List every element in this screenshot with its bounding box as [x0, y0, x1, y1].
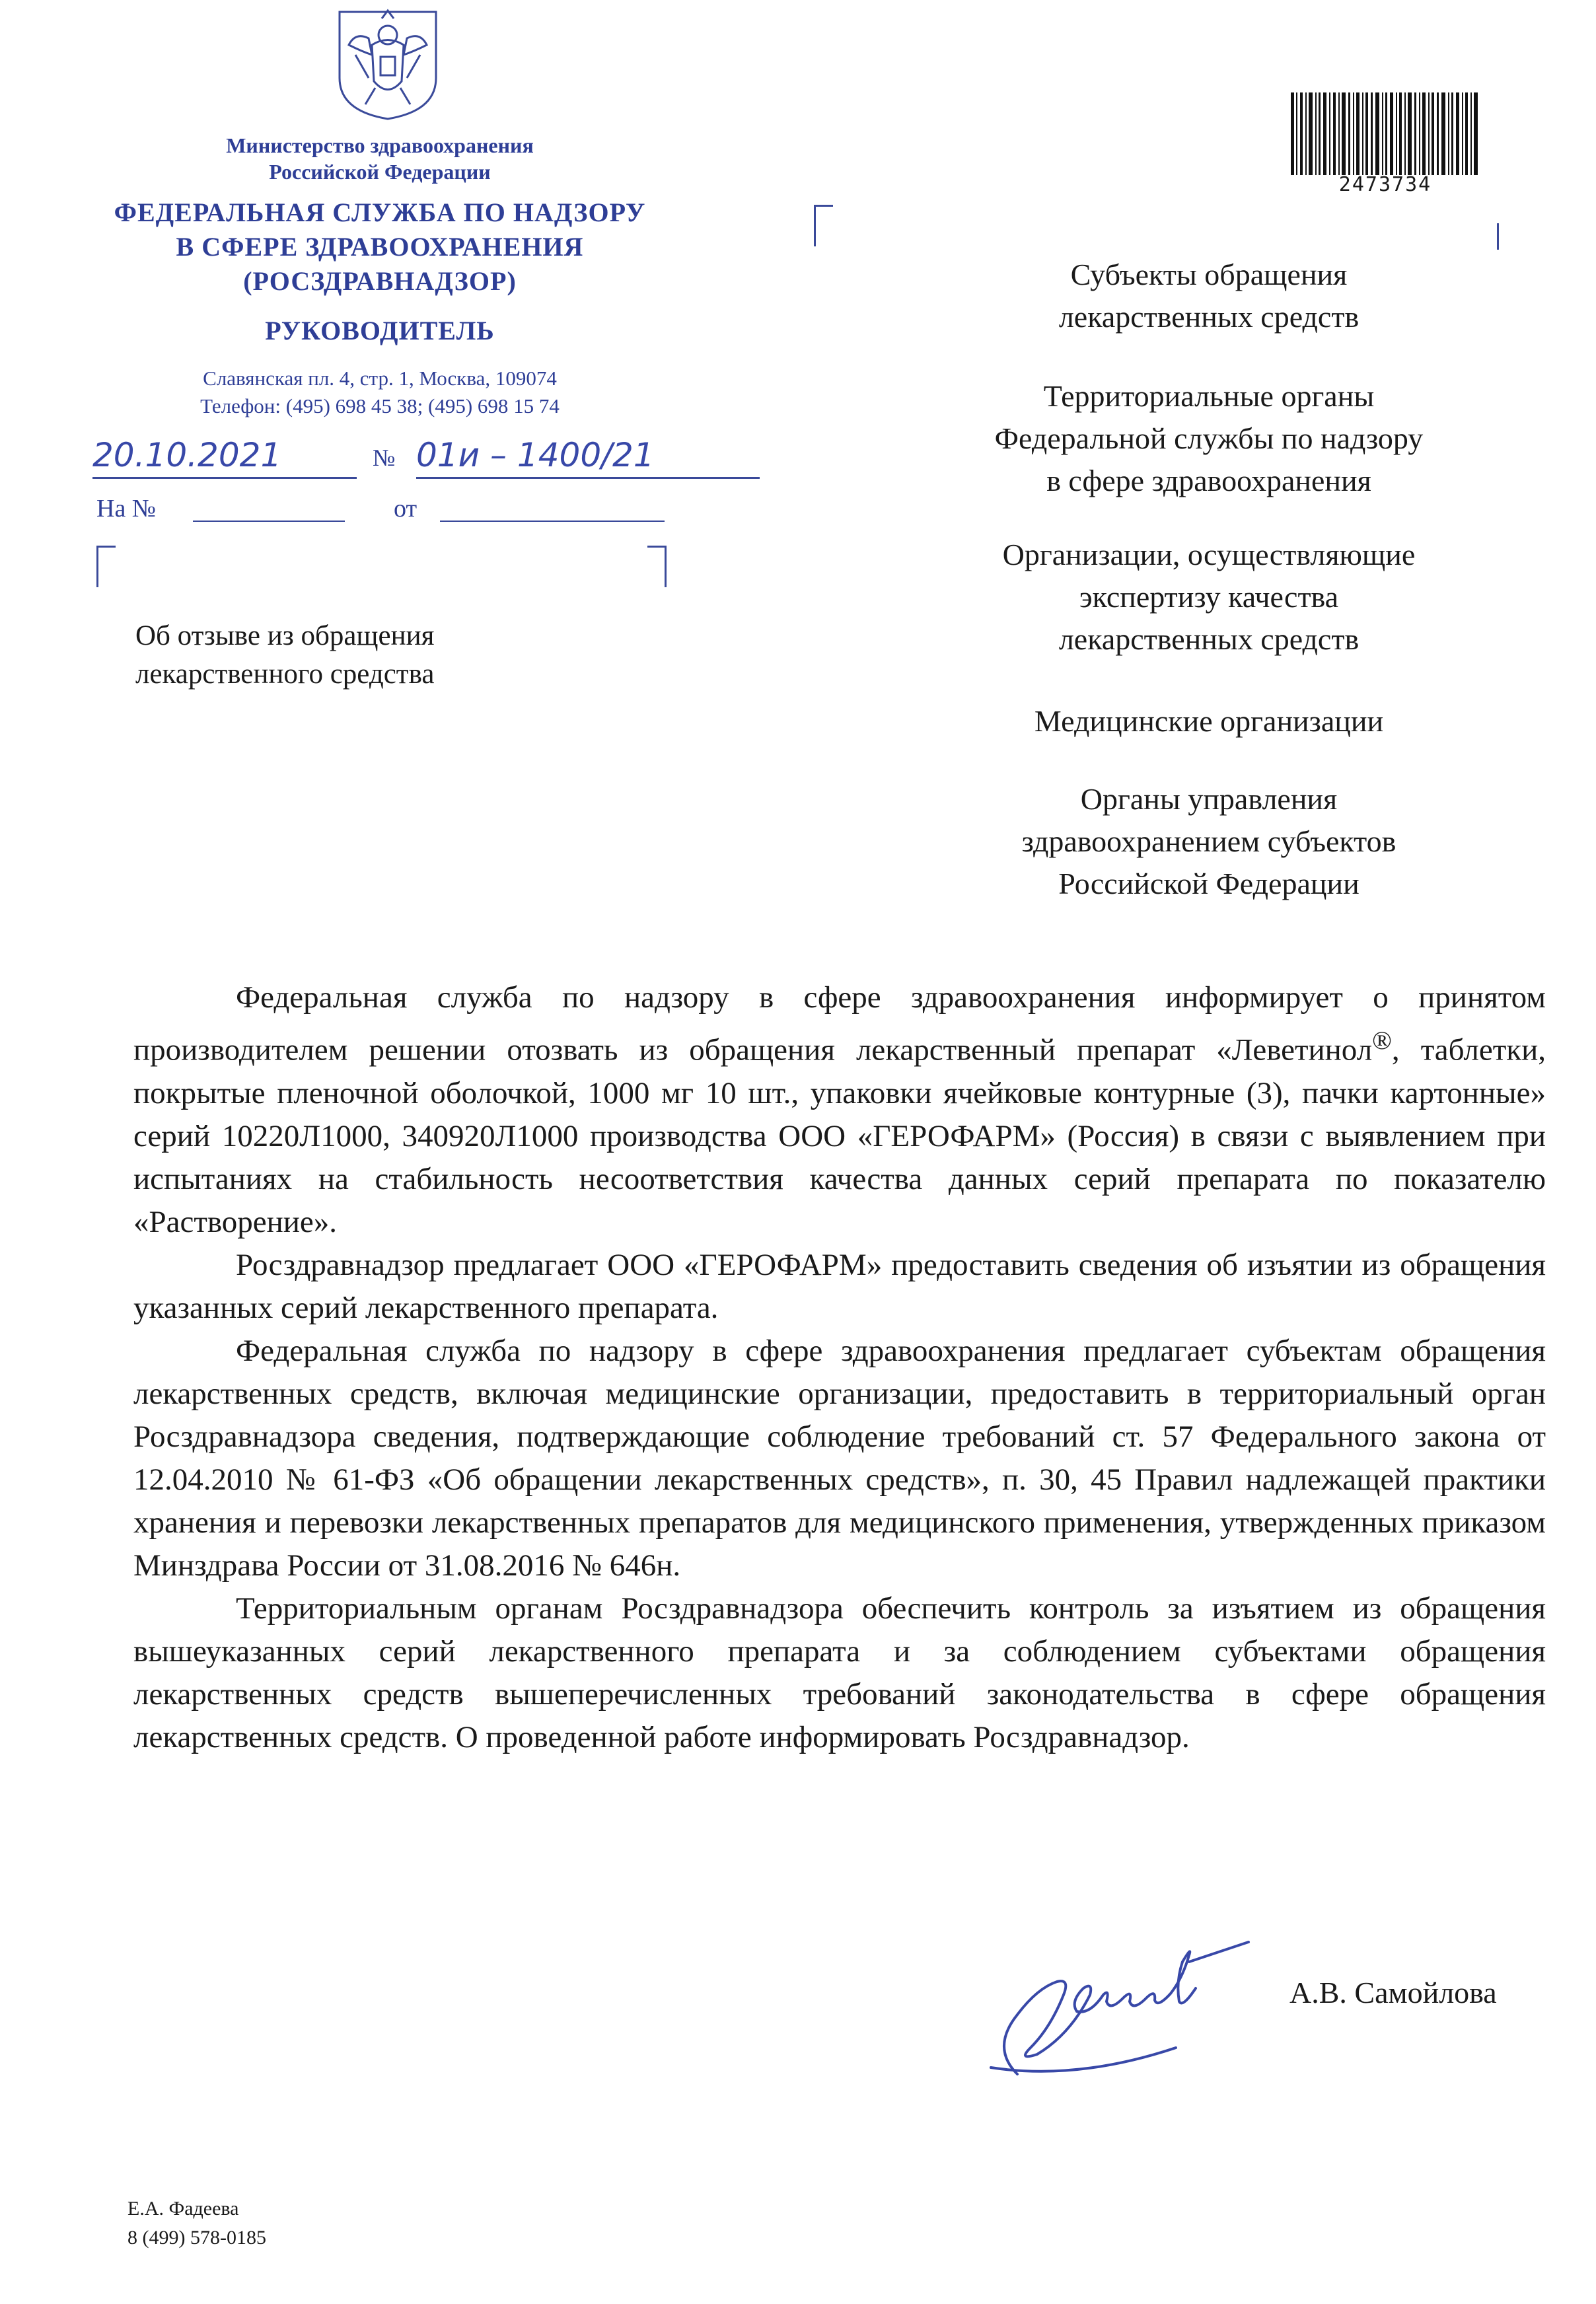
body-paragraph: Территориальным органам Росздравнадзора обеспечить контроль за изъятием из обращения вышеуказанных серий лекарственного препарата и за соблюдением субъектами обращения лекарственных средств вышеперечисленных требований законодательства в сфере обращения лекарственных средств. О проведенной работе информировать Росздравнадзор. — [133, 1591, 1546, 1754]
executor-phone: 8 (499) 578-0185 — [127, 2227, 266, 2249]
address: Славянская пл. 4, стр. 1, Москва, 109074 — [203, 367, 557, 390]
body-paragraph-1-end: , таблетки, покрытые пленочной оболочкой, 1000 мг 10 шт., упаковки ячейковые контурные (3), пачки картонные» серий 10220Л1000, 340920Л1000 производства ООО «ГЕРОФАРМ» (Россия) в связи с выявлением при испытаниях на стабильность несоответствия качества данных серий препарата по показателю «Растворение». — [133, 1032, 1546, 1239]
service-line-3: (РОСЗДРАВНАДЗОР) — [243, 266, 517, 296]
recipient-block — [879, 534, 1539, 661]
recipient-line: лекарственных средств — [1058, 622, 1360, 656]
letter-body — [133, 976, 1546, 1759]
service-line-1: ФЕДЕРАЛЬНАЯ СЛУЖБА ПО НАДЗОРУ — [114, 198, 646, 227]
recipient-block — [879, 778, 1539, 905]
subject-bracket-left — [96, 546, 116, 587]
subject-line-1: Об отзыве из обращения — [135, 620, 435, 651]
recipient-line: Медицинские организации — [1034, 704, 1384, 738]
handwritten-signature-icon — [978, 1916, 1282, 2101]
address-bracket-right — [1497, 223, 1499, 250]
executor-name: Е.А. Фадеева — [127, 2198, 239, 2219]
letterhead-address — [92, 365, 667, 420]
double-headed-eagle-emblem-icon — [336, 5, 440, 121]
recipient-line: экспертизу качества — [1079, 580, 1339, 614]
body-paragraph: Росздравнадзор предлагает ООО «ГЕРОФАРМ» предоставить сведения об изъятии из обращения указанных серий лекарственного препарата. — [133, 1247, 1546, 1325]
recipient-line: лекарственных средств — [1058, 300, 1360, 334]
body-paragraph: Федеральная служба по надзору в сфере здравоохранения предлагает субъектам обращения лекарственных средств, включая медицинские организации, предоставить в территориальный орган Росздравнадзора сведения, подтверждающие соблюдение требований ст. 57 Федерального закона от 12.04.2010 № 61-ФЗ «Об обращении лекарственных средств», п. 30, 45 Правил надлежащей практики хранения и перевозки лекарственных препаратов для медицинского применения, утвержденных приказом Минздрава России от 31.08.2016 № 646н. — [133, 1333, 1546, 1583]
registration-row — [92, 436, 780, 478]
subject-line-2: лекарственного средства — [135, 659, 435, 690]
incoming-reference-row — [96, 494, 671, 527]
executor-info — [127, 2194, 266, 2252]
ministry-name — [92, 132, 667, 185]
subject-bracket-right — [647, 546, 667, 587]
recipient-line: Территориальные органы — [1043, 379, 1375, 413]
incoming-date-line — [440, 521, 665, 522]
incoming-number-label: На № — [96, 495, 157, 522]
recipient-line: Организации, осуществляющие — [1002, 538, 1416, 571]
address-bracket-left — [814, 205, 833, 246]
service-name — [79, 196, 680, 299]
position-title: РУКОВОДИТЕЛЬ — [265, 316, 495, 345]
barcode-number: 2473734 — [1338, 173, 1432, 196]
recipient-block — [879, 254, 1539, 338]
recipient-line: Органы управления — [1080, 782, 1338, 816]
registered-trademark-sign: ® — [1372, 1026, 1392, 1055]
barcode-icon — [1289, 92, 1481, 175]
incoming-number-line — [193, 521, 345, 522]
incoming-from-label: от — [394, 495, 417, 522]
registration-date: 20.10.2021 — [92, 436, 357, 479]
recipient-line: в сфере здравоохранения — [1046, 464, 1371, 497]
recipient-block — [879, 700, 1539, 742]
recipient-line: Российской Федерации — [1058, 867, 1360, 900]
ministry-line-1: Министерство здравоохранения — [226, 133, 534, 157]
service-line-2: В СФЕРЕ ЗДРАВООХРАНЕНИЯ — [176, 232, 584, 262]
body-paragraph — [133, 976, 1546, 1244]
signer-name: А.В. Самойлова — [1289, 1976, 1497, 2009]
letter-subject — [135, 617, 598, 694]
recipient-line: здравоохранением субъектов — [1021, 824, 1396, 858]
body-paragraph-1-start: Федеральная служба по надзору в сфере здравоохранения информирует о принятом производителем решении отозвать из обращения лекарственный препарат «Леветинол — [133, 980, 1546, 1067]
ministry-line-2: Российской Федерации — [269, 160, 491, 184]
recipient-block — [879, 375, 1539, 502]
phone: Телефон: (495) 698 45 38; (495) 698 15 74 — [200, 394, 560, 417]
registration-number: 01и – 1400/21 — [416, 436, 760, 479]
recipient-line: Федеральной службы по надзору — [994, 421, 1424, 455]
registration-number-label: № — [373, 445, 396, 471]
recipient-line: Субъекты обращения — [1070, 258, 1348, 291]
